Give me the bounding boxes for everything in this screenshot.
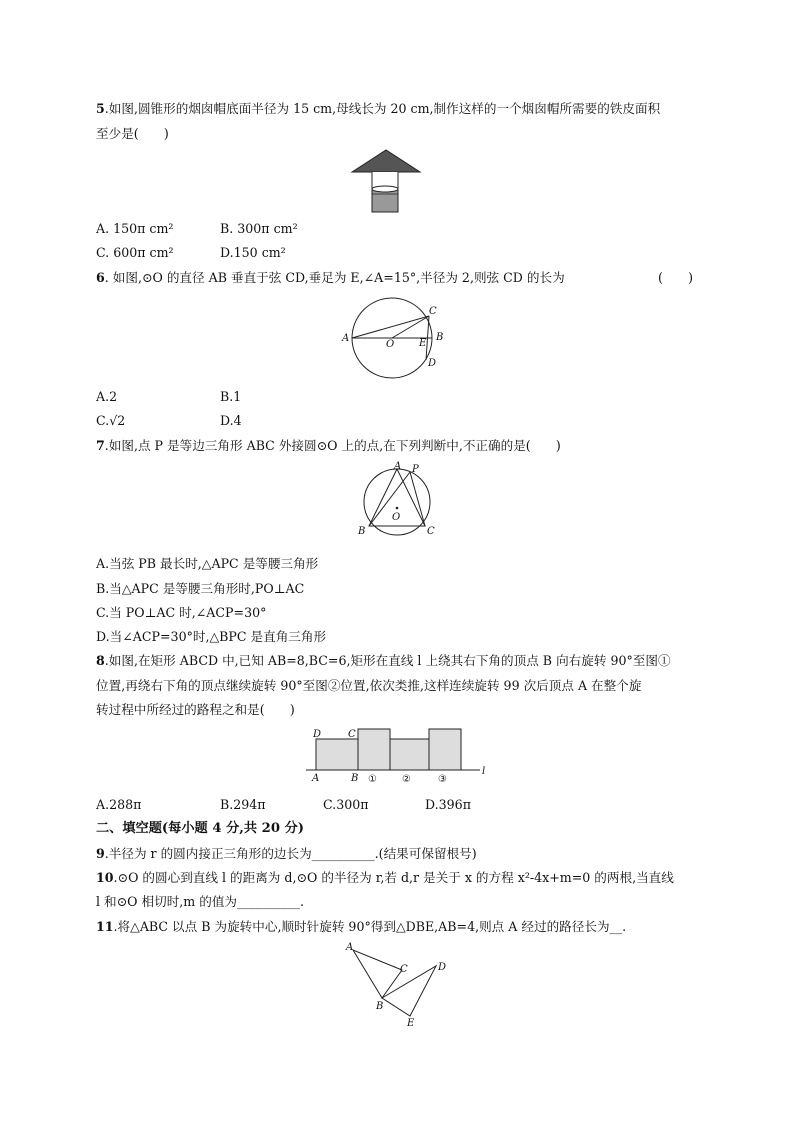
- q5-stem-part1: .如图,圆锥形的烟囱帽底面半径为 15 cm,母线长为 20 cm,制作这样的一个烟囱帽所需要的铁皮面积: [104, 101, 661, 116]
- q5-option-d[interactable]: D.150 cm²: [220, 245, 286, 260]
- q5-option-a[interactable]: A. 150π cm²: [96, 221, 174, 236]
- q9-number: 9: [96, 846, 105, 861]
- q10-text-line1: [96, 870, 674, 886]
- q6-answer-bracket: ( ): [658, 270, 694, 285]
- q8-text-line2: [96, 678, 641, 694]
- q8-label-b: B: [351, 773, 359, 784]
- q8-stem-part2: 位置,再绕右下角的顶点继续旋转 90°至图②位置,依次类推,这样连续旋转 99 次后顶点 A 在整个旋: [96, 678, 642, 693]
- q8-number: 8: [96, 653, 105, 668]
- q11-stem: .将△ABC 以点 B 为旋转中心,顺时针旋转 90°得到△DBE,AB=4,则点 A 经过的路径长为__.: [113, 919, 627, 934]
- q7-stem: .如图,点 P 是等边三角形 ABC 外接圆⊙O 上的点,在下列判断中,不正确的是( ): [104, 438, 561, 453]
- q6-option-d[interactable]: D.4: [220, 413, 242, 428]
- q8-stem-part3: 转过程中所经过的路程之和是( ): [96, 702, 295, 717]
- q7-option-d[interactable]: D.当∠ACP=30°时,△BPC 是直角三角形: [96, 629, 327, 644]
- q7-option-b[interactable]: B.当△APC 是等腰三角形时,PO⊥AC: [96, 581, 305, 596]
- q7-option-a[interactable]: A.当弦 PB 最长时,△APC 是等腰三角形: [96, 556, 319, 571]
- q11-label-a: A: [346, 942, 354, 953]
- q8-option-d[interactable]: D.396π: [425, 797, 471, 812]
- q6-label-b: B: [436, 332, 444, 343]
- q11-rotation-triangle-figure: [340, 940, 452, 1030]
- q6-label-d: D: [428, 358, 437, 369]
- q8-text-line3: [96, 702, 295, 718]
- q7-label-a: A: [394, 461, 402, 472]
- q11-number: 11: [96, 919, 114, 934]
- q8-option-c[interactable]: C.300π: [323, 797, 369, 812]
- q8-option-b[interactable]: B.294π: [220, 797, 266, 812]
- q8-label-position-3: ③: [438, 774, 447, 785]
- q11-label-c: C: [400, 964, 408, 975]
- q5-option-b[interactable]: B. 300π cm²: [220, 221, 298, 236]
- q5-chimney-cap-figure: [350, 148, 422, 214]
- q7-label-b: B: [358, 526, 366, 537]
- q6-stem: . 如图,⊙O 的直径 AB 垂直于弦 CD,垂足为 E,∠A=15°,半径为 2,则弦 CD 的长为: [104, 270, 565, 285]
- q6-option-a[interactable]: A.2: [96, 389, 118, 404]
- q8-label-c: C: [348, 729, 356, 740]
- q10-stem-part1: .⊙O 的圆心到直线 l 的距离为 d,⊙O 的半径为 r,若 d,r 是关于 x 的方程 x²-4x+m=0 的两根,当直线: [113, 870, 674, 885]
- q6-label-a: A: [342, 333, 350, 344]
- q8-option-a[interactable]: A.288π: [96, 797, 142, 812]
- q5-text-line2: [96, 126, 169, 142]
- q9-text-line: [96, 846, 477, 862]
- q8-label-a: A: [312, 773, 320, 784]
- q6-circle-figure: [340, 296, 450, 380]
- section-fill-in-blank-title: 二、填空题(每小题 4 分,共 20 分): [96, 821, 305, 836]
- q11-label-b: B: [376, 1001, 384, 1012]
- q7-label-p: P: [412, 464, 419, 475]
- q7-label-c: C: [427, 526, 435, 537]
- q5-stem-part2: 至少是( ): [96, 126, 169, 141]
- q6-option-b[interactable]: B.1: [220, 389, 242, 404]
- q7-circle-triangle-figure: [354, 460, 440, 542]
- q6-label-e: E: [419, 338, 427, 349]
- q5-text-line1: [96, 101, 660, 117]
- q8-rectangle-rotation-figure: [304, 724, 494, 788]
- q8-label-line-l: l: [482, 766, 486, 777]
- q11-label-e: E: [407, 1018, 415, 1029]
- q10-text-line2: [96, 894, 304, 910]
- q10-number: 10: [96, 870, 114, 885]
- q11-text-line: [96, 919, 626, 935]
- q8-label-position-2: ②: [402, 774, 411, 785]
- q9-stem: .半径为 r 的圆内接正三角形的边长为__________.(结果可保留根号): [104, 846, 477, 861]
- q8-label-d: D: [313, 729, 322, 740]
- q8-stem-part1: .如图,在矩形 ABCD 中,已知 AB=8,BC=6,矩形在直线 l 上绕其右下角的顶点 B 向右旋转 90°至图①: [104, 653, 671, 668]
- q6-label-c: C: [429, 306, 437, 317]
- q8-label-position-1: ①: [368, 774, 377, 785]
- q7-text-line: [96, 438, 561, 454]
- q6-text-line: [96, 270, 565, 286]
- q6-option-c[interactable]: C.√2: [96, 413, 126, 428]
- q6-label-o: O: [386, 339, 395, 350]
- q7-label-o: O: [392, 512, 401, 523]
- q7-number: 7: [96, 438, 105, 453]
- q5-option-c[interactable]: C. 600π cm²: [96, 245, 174, 260]
- q6-number: 6: [96, 270, 105, 285]
- q5-number: 5: [96, 101, 105, 116]
- q7-option-c[interactable]: C.当 PO⊥AC 时,∠ACP=30°: [96, 605, 267, 620]
- q10-stem-part2: l 和⊙O 相切时,m 的值为__________.: [96, 894, 304, 909]
- q8-text-line1: [96, 653, 671, 669]
- q11-label-d: D: [438, 962, 447, 973]
